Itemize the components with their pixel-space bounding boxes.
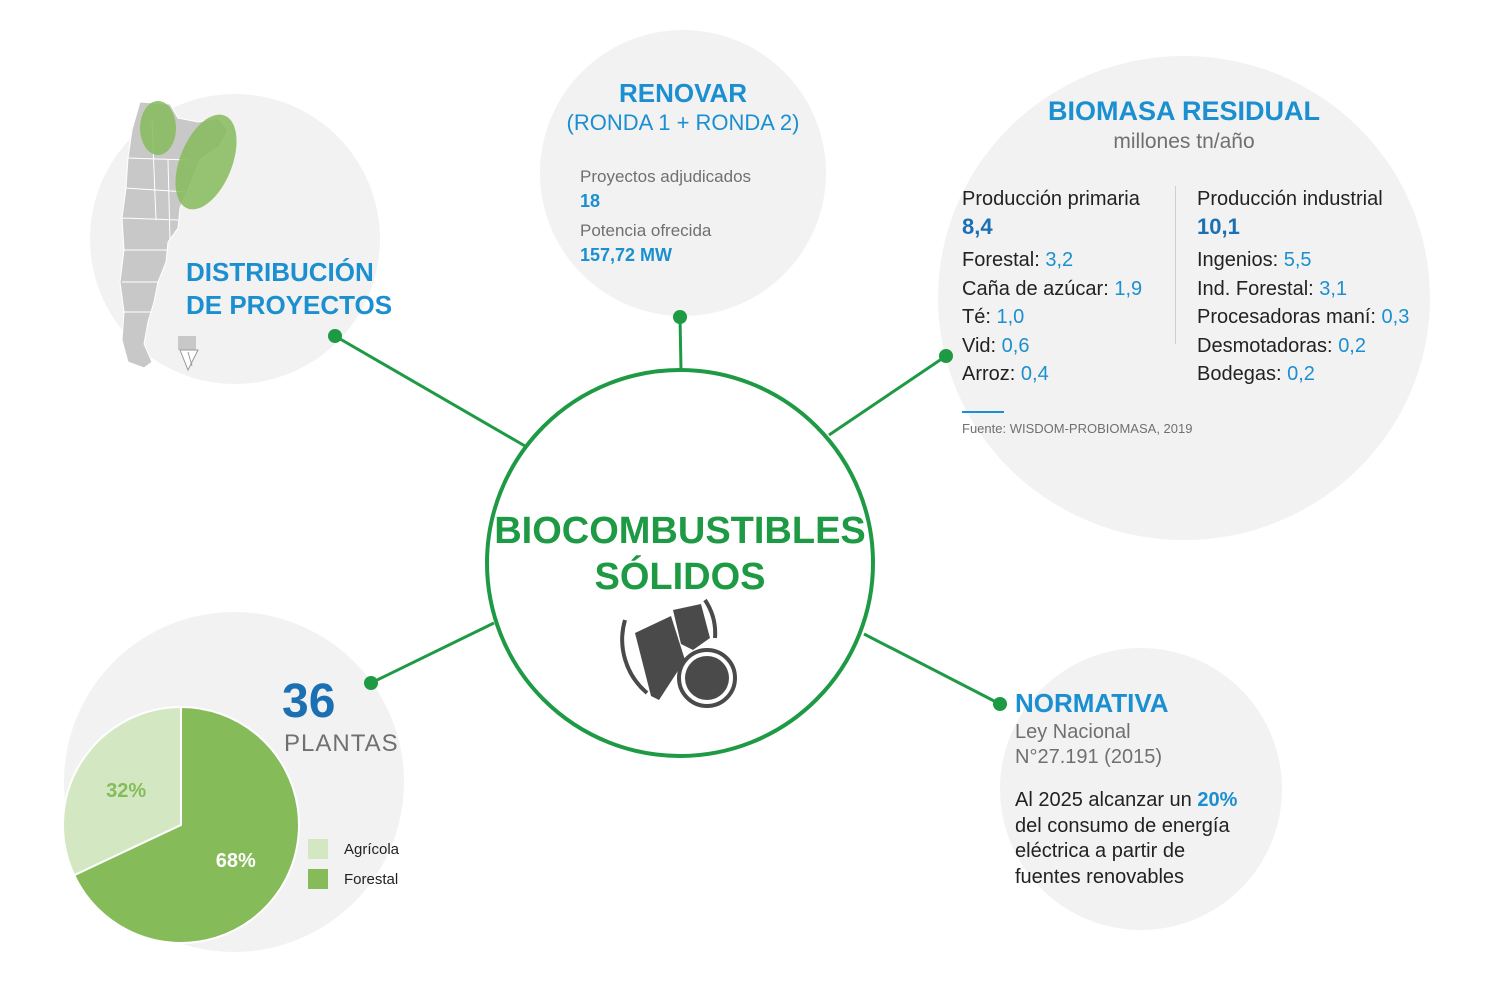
normativa-law: Ley Nacional N°27.191 (2015) (1015, 721, 1162, 768)
renovar-subtitle: (RONDA 1 + RONDA 2) (566, 110, 800, 135)
legend-label-agricola: Agrícola (344, 840, 400, 858)
center-title: BIOCOMBUSTIBLES SÓLIDOS (494, 510, 866, 598)
legend-label-forestal: Forestal (344, 870, 399, 888)
legend-item-agricola (308, 838, 399, 860)
connector-renovar (680, 317, 681, 370)
dot-plantas (364, 676, 378, 690)
renovar-items (580, 166, 751, 268)
industrial-row: Ind. Forestal: 3,1 (1197, 277, 1348, 300)
renovar-label-proyectos: Proyectos adjudicados (580, 167, 752, 186)
biomasa-primaria (962, 186, 1142, 389)
renovar-value-proyectos: 18 (580, 191, 601, 211)
biomasa-divider (1175, 186, 1176, 344)
dot-renovar (673, 310, 687, 324)
industrial-row: Procesadoras maní: 0,3 (1197, 306, 1410, 328)
legend-swatch-forestal (308, 869, 328, 889)
primaria-row: Forestal: 3,2 (962, 249, 1074, 271)
primaria-row: Vid: 0,6 (962, 334, 1030, 357)
goal-highlight: 20% (1197, 789, 1238, 811)
primaria-total: 8,4 (962, 214, 993, 239)
biomasa-unit: millones tn/año (1113, 130, 1255, 153)
connector-distribucion (335, 336, 525, 446)
normativa-title: NORMATIVA (1015, 688, 1169, 718)
industrial-heading: Producción industrial (1197, 188, 1383, 210)
biomasa-source: Fuente: WISDOM-PROBIOMASA, 2019 (962, 421, 1193, 436)
plantas-pie-chart (62, 706, 300, 944)
connector-normativa (864, 634, 1000, 704)
legend-item-forestal (308, 868, 399, 890)
industrial-row: Ingenios: 5,5 (1197, 249, 1312, 271)
connector-biomasa (829, 356, 946, 435)
primaria-row: Té: 1,0 (962, 306, 1025, 328)
dot-distribucion (328, 329, 342, 343)
primaria-row: Arroz: 0,4 (962, 363, 1049, 385)
pie-label-forestal: 68% (215, 849, 256, 872)
primaria-row: Caña de azúcar: 1,9 (962, 277, 1143, 300)
plantas-count: 36 (282, 675, 336, 728)
source-rule (962, 411, 1004, 413)
industrial-row: Bodegas: 0,2 (1197, 363, 1315, 385)
industrial-row: Desmotadoras: 0,2 (1197, 334, 1366, 357)
renovar-value-potencia: 157,72 MW (580, 245, 673, 265)
normativa-goal: Al 2025 alcanzar un 20% del consumo de energía eléctrica a partir de fuentes renovables (1015, 789, 1238, 888)
dot-normativa (993, 697, 1007, 711)
renovar-title: RENOVAR (618, 78, 748, 108)
argentina-map-icon (108, 100, 248, 380)
biomasa-industrial (1197, 186, 1409, 389)
plantas-label: PLANTAS (284, 730, 399, 757)
dot-biomasa (939, 349, 953, 363)
renovar-label-potencia: Potencia ofrecida (580, 221, 712, 240)
legend-swatch-agricola (308, 839, 328, 859)
pie-legend (308, 838, 399, 890)
distribucion-title: DISTRIBUCIÓN DE PROYECTOS (186, 257, 393, 320)
industrial-total: 10,1 (1197, 214, 1240, 239)
pie-label-agricola: 32% (106, 780, 147, 803)
biomasa-title: BIOMASA RESIDUAL (1047, 96, 1320, 126)
primaria-heading: Producción primaria (962, 188, 1140, 210)
solid-biofuel-icon (615, 598, 745, 708)
connector-plantas (371, 623, 494, 683)
